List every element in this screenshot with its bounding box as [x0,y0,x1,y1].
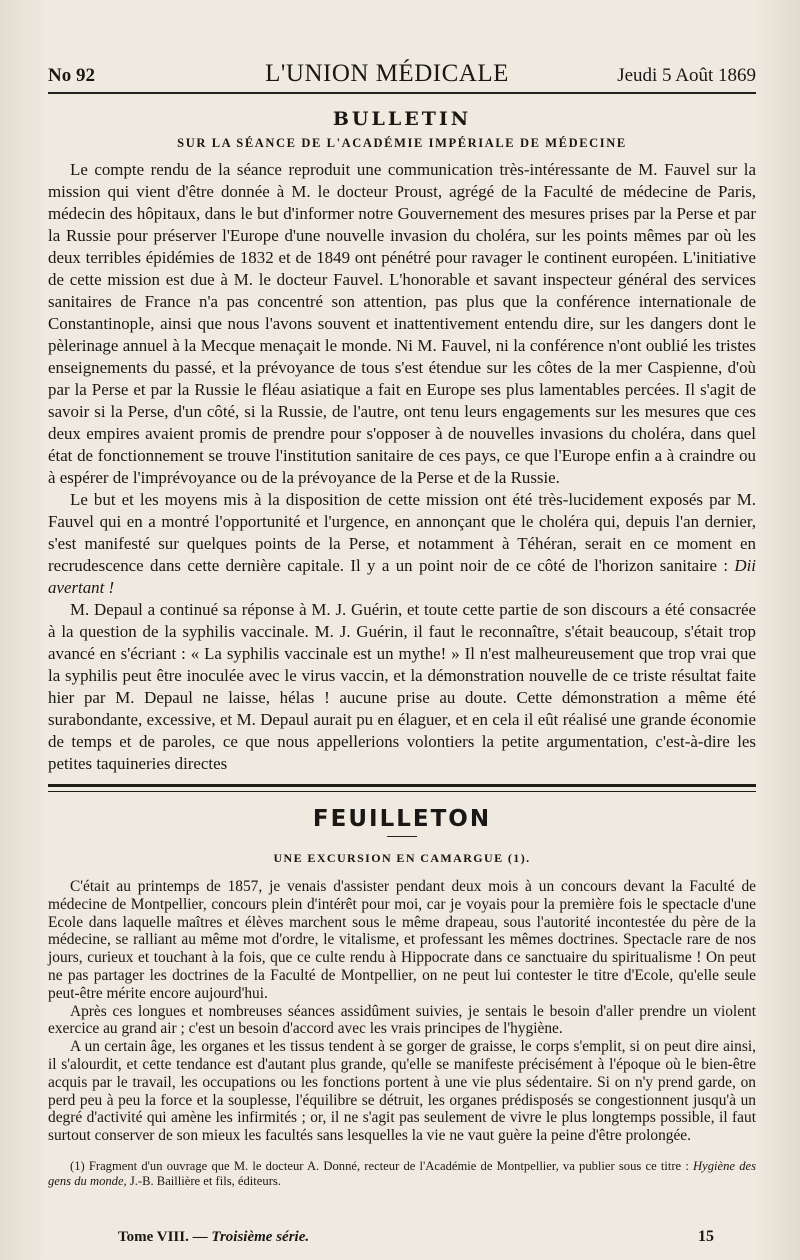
issue-date: Jeudi 5 Août 1869 [617,65,756,86]
footnote-reference: (1). [507,851,531,865]
bulletin-paragraph-3: M. Depaul a continué sa réponse à M. J. Guérin, et toute cette partie de son discours a été consacrée à la question de la syphilis vaccinale. M. J. Guérin, il faut le reconnaître, s'était beaucoup, s'était trop avancé en s'écriant : « La syphilis vaccinale est un mythe! » Il n'est malheureusement que trop vrai que la syphilis peut être inoculée avec le virus vaccin, et la démonstration nouvelle de ce triste résultat faite hier par M. Depaul ne laisse, hélas ! aucune prise au doute. Cette démonstration a même été surabondante, excessive, et M. Depaul aurait pu en élaguer, et en cela il eût réalisé une grande économie de temps et de paroles, ce que nous appellerions volontiers la petite argumentation, c'est-à-dire les petites taquineries directes [48,600,756,773]
page-footer [118,1228,714,1246]
volume-label [118,1229,309,1246]
feuilleton-paragraph-3: A un certain âge, les organes et les tissus tendent à se gorger de graisse, le corps s'emplit, si on peut dire ainsi, il s'alourdit, et cette tendance est d'autant plus grande, qu'elle se manifeste précisément à l'époque où le bien-être acquis par le travail, les occupations ou les fonctions portent à une vie plus sédentaire. Si on n'y prend garde, on perd peu à peu la force et la souplesse, l'équilibre se détruit, les organes prédisposés se congestionnent jusqu'à un degré d'activité qui amène les infirmités ; or, il ne s'agit pas seulement de vivre le plus longtemps possible, il faut surtout conserver de son mieux les facultés sans lesquelles la vie ne vaut guère la peine d'être prolongée. [48,1038,756,1145]
page-number: 15 [698,1228,714,1245]
bulletin-paragraph-2-italic: Dii avertant ! [48,556,756,597]
running-header [48,60,756,94]
feuilleton-subtitle-text: UNE EXCURSION EN CAMARGUE [273,851,504,865]
issue-number: No 92 [48,65,95,86]
feuilleton-paragraph-2: Après ces longues et nombreuses séances assidûment suivies, je sentais le besoin d'aller prendre un violent exercice au grand air ; c'est un besoin d'accord avec les vrais principes de l'hygiène. [48,1002,756,1038]
footnote-prefix: (1) Fragment d'un ouvrage que M. le docteur A. Donné, recteur de l'Académie de Montpellier, va publier sous ce titre : [70,1158,694,1173]
bulletin-paragraph-2 [48,489,756,599]
feuilleton-subtitle [48,851,756,866]
bulletin-subtitle: SUR LA SÉANCE DE L'ACADÉMIE IMPÉRIALE DE MÉDECINE [177,136,627,150]
bulletin-title: BULLETIN [332,108,472,130]
title-rule [387,836,417,837]
section-divider [48,784,756,792]
series-text: Troisième série. [211,1229,310,1245]
feuilleton-paragraph-1: C'était au printemps de 1857, je venais d'assister pendant deux mois à un concours devant la Faculté de médecine de Montpellier, concours plein d'intérêt pour moi, car je voyais pour la première fois le spectacle d'une Ecole dans laquelle maîtres et élèves marchent sous le même drapeau, sous l'autorité incontestée du père de la médecine, se ralliant au même mot d'ordre, le vitalisme, et professant les mêmes doctrines. Spectacle rare de nos jours, curieux et touchant à la fois, que ce culte rendu à Hippocrate dans ce sanctuaire du spiritualisme ! On peut ne pas partager les doctrines de la Faculté de Montpellier, on ne peut lui contester le titre d'Ecole, qu'elle seule peut-être mérite encore aujourd'hui. [48,878,756,1002]
footnote-book-title: Hygiène des gens du monde, [48,1158,756,1188]
feuilleton-title: FEUILLETON [312,806,492,832]
journal-title: L'UNION MÉDICALE [265,60,509,87]
bulletin-paragraph-1: Le compte rendu de la séance reproduit une communication très-intéressante de M. Fauvel sur la mission qui vient d'être donnée à M. le docteur Proust, agrégé de la Faculté de médecine de Paris, médecin des hôpitaux, dans le but d'informer notre Gouvernement des mesures prises par la Perse et par la Russie pour préserver l'Europe d'une nouvelle invasion du choléra, sur les points mêmes par où les deux terribles épidémies de 1832 et de 1849 ont pénétré pour ravager le continent européen. L'initiative de cette mission est due à M. le docteur Fauvel. L'honorable et savant inspecteur général des services sanitaires de France n'a pas concentré son attention, pas plus que la conférence internationale de Constantinople, ainsi que nous l'avons souvent et inattentivement entendu dire, sur les dangers dont le pèlerinage annuel à la Mecque menaçait le monde. Ni M. Fauvel, ni la conférence n'ont oublié les tristes enseignements du passé, et la prévoyance de tous s'est étendue sur les côtes de la mer Caspienne, d'où par la Perse et par la Russie le fléau asiatique a fait en Europe ses plus lamentables percées. Il s'agit de savoir si la Perse, d'un côté, si la Russie, de l'autre, ont tenu leurs engagements sur les mesures que ces deux empires avaient promis de prendre pour s'opposer à de nouvelles invasions du choléra, dans quel état de fonctionnement se trouve l'institution sanitaire de ces pays, ce que l'Europe enfin a à craindre ou à espérer de l'imprévoyance ou de la prévoyance de la Perse et de la Russie. [48,160,756,487]
volume-text: Tome VIII. — [118,1229,212,1245]
footnote-suffix: J.-B. Baillière et fils, éditeurs. [126,1173,281,1188]
footnote [48,1159,756,1189]
bulletin-paragraph-2-text: Le but et les moyens mis à la disposition de cette mission ont été très-lucidement exposés par M. Fauvel qui en a montré l'opportunité et l'urgence, en annonçant que le choléra qui, depuis l'an dernier, s'est manifesté sur quelques points de la Perse, et notamment à Téhéran, serait en ce moment en recrudescence dans cette dernière capitale. Il y a un point noir de ce côté de l'horizon sanitaire : [48,490,756,575]
